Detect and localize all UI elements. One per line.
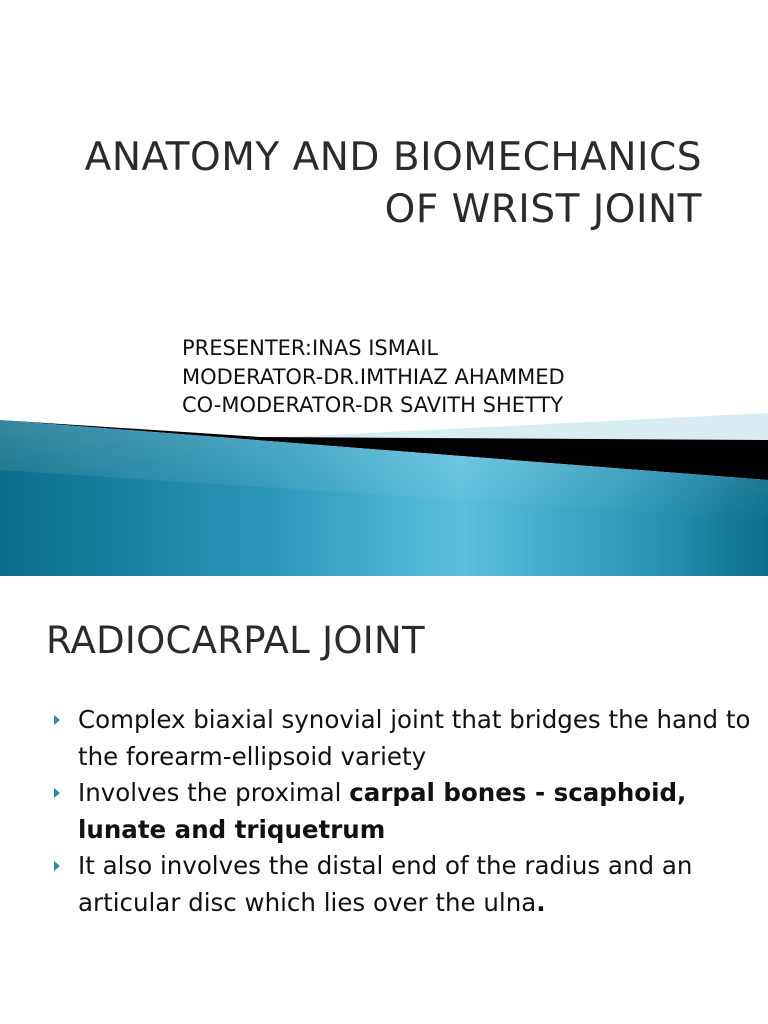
bullet-text: Involves the proximal — [78, 778, 350, 807]
moderator-line: MODERATOR-DR.IMTHIAZ AHAMMED — [182, 364, 565, 389]
list-item — [54, 775, 754, 848]
triangle-right-icon — [54, 715, 60, 725]
list-item — [54, 702, 754, 775]
triangle-right-icon — [54, 861, 60, 871]
slide-title: ANATOMY AND BIOMECHANICS OF WRIST JOINT — [84, 135, 702, 232]
presenter-line: PRESENTER:INAS ISMAIL — [182, 336, 439, 360]
bullet-bold-text: . — [536, 887, 546, 917]
list-item — [54, 848, 754, 921]
slide-heading: RADIOCARPAL JOINT — [46, 619, 425, 662]
bullet-text: It also involves the distal end of the radius and an articular disc which lies over the ulna — [78, 851, 693, 917]
triangle-right-icon — [54, 788, 60, 798]
content-slide — [0, 576, 768, 1024]
bullet-list — [54, 702, 754, 921]
bullet-text: Complex biaxial synovial joint that bridges the hand to the forearm-ellipsoid variety — [78, 705, 751, 771]
co-moderator-line: CO-MODERATOR-DR SAVITH SHETTY — [182, 393, 564, 417]
bullet-bold-text: carpal bones - scaphoid, lunate and triquetrum — [78, 778, 687, 844]
credits-block — [182, 334, 565, 420]
